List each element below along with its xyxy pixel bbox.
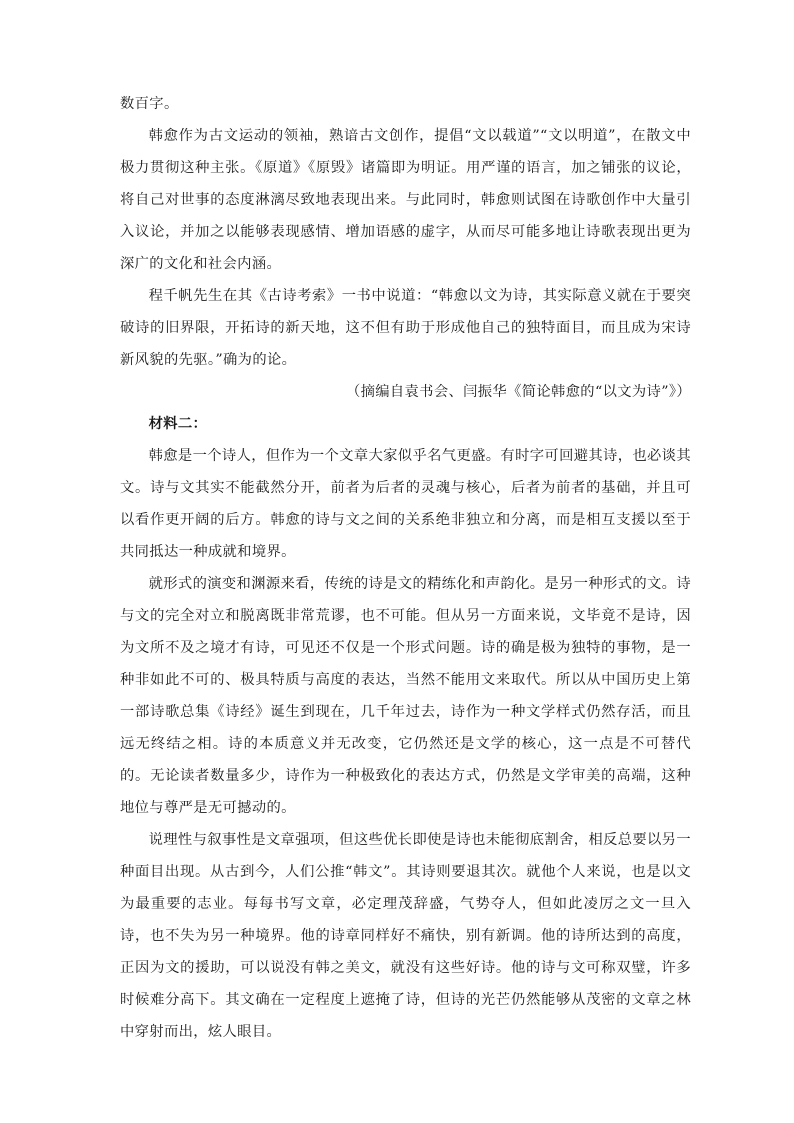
- paragraph-han-yu-prose: 韩愈作为古文运动的领袖，熟谙古文创作，提倡“文以载道”“文以明道”，在散文中极力贯彻这种主张。《原道》《原毁》诸篇即为明证。用严谨的语言，加之铺张的议论，将自己对世事的态度淋漓尽致地表现出来。与此同时，韩愈则试图在诗歌创作中大量引入议论，并加之以能够表现感情、增加语感的虚字，从而尽可能多地让诗歌表现出更为深广的文化和社会内涵。: [120, 128, 691, 272]
- source-citation: （摘编自袁书会、闫振华《简论韩愈的“以文为诗”》）: [345, 384, 691, 400]
- paragraph-continuation: 数百字。: [120, 96, 179, 112]
- paragraph-poet-and-essayist: 韩愈是一个诗人，但作为一个文章大家似乎名气更盛。有时字可回避其诗，也必谈其文。诗与文其实不能截然分开，前者为后者的灵魂与核心，后者为前者的基础，并且可以看作更开阔的后方。韩愈的诗与文之间的关系绝非独立和分离，而是相互支援以至于共同抵达一种成就和境界。: [120, 448, 691, 560]
- document-page: [120, 88, 691, 1048]
- paragraph-cheng-qianfan-quote: 程千帆先生在其《古诗考索》一书中说道：“韩愈以文为诗，其实际意义就在于要突破诗的旧界限，开拓诗的新天地，这不但有助于形成他自己的独特面目，而且成为宋诗新风貌的先驱。”确为的论。: [120, 288, 691, 368]
- paragraph-form-evolution: 就形式的演变和渊源来看，传统的诗是文的精练化和声韵化。是另一种形式的文。诗与文的完全对立和脱离既非常荒谬，也不可能。但从另一方面来说，文毕竟不是诗，因为文所不及之境才有诗，可见还不仅是一个形式问题。诗的确是极为独特的事物，是一种非如此不可的、极具特质与高度的表达，当然不能用文来取代。所以从中国历史上第一部诗歌总集《诗经》诞生到现在，几千年过去，诗作为一种文学样式仍然存活，而且远无终结之相。诗的本质意义并无改变，它仍然还是文学的核心，这一点是不可替代的。无论读者数量多少，诗作为一种极致化的表达方式，仍然是文学审美的高端，这种地位与尊严是无可撼动的。: [120, 576, 691, 816]
- paragraph-reasoning-narrative: 说理性与叙事性是文章强项，但这些优长即使是诗也未能彻底割舍，相反总要以另一种面目出现。从古到今，人们公推“韩文”。其诗则要退其次。就他个人来说，也是以文为最重要的志业。每每书写文章，必定理茂辞盛，气势夺人，但如此凌厉之文一旦入诗，也不失为另一种境界。他的诗章同样好不痛快，别有新调。他的诗所达到的高度，正因为文的援助，可以说没有韩之美文，就没有这些好诗。他的诗与文可称双璧，许多时候难分高下。其文确在一定程度上遮掩了诗，但诗的光芒仍然能够从茂密的文章之林中穿射而出，炫人眼目。: [120, 832, 691, 1040]
- section-heading-material-two: 材料二：: [148, 416, 208, 432]
